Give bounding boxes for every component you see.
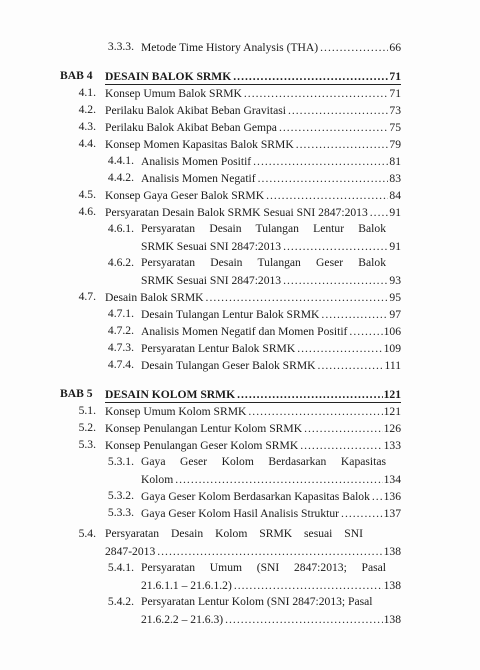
toc-entry[interactable] [141, 171, 401, 186]
toc-title: Gaya Geser Kolom Hasil Analisis Struktur [141, 507, 340, 520]
toc-page: 109 [383, 342, 401, 355]
toc-title: Konsep Umum Balok SRMK [105, 87, 242, 100]
toc-entry[interactable] [141, 154, 401, 169]
toc-entry[interactable] [141, 578, 401, 593]
dot-leader [157, 544, 382, 559]
toc-page: 136 [383, 490, 401, 503]
dot-leader [341, 506, 383, 521]
toc-title: Desain Balok SRMK [105, 291, 204, 304]
dot-leader [283, 239, 388, 254]
toc-entry[interactable] [141, 307, 401, 322]
toc-entry[interactable] [105, 137, 401, 152]
toc-title: 2847-2013 [105, 545, 156, 558]
toc-page: 91 [389, 240, 401, 253]
toc-number: 5.4.1. [107, 561, 134, 574]
dot-leader [372, 489, 383, 504]
toc-page: 138 [383, 545, 401, 558]
chapter-entry[interactable] [105, 387, 401, 403]
toc-number: 4.7.1. [107, 307, 134, 320]
toc-title: Perilaku Balok Akibat Beban Gempa [105, 121, 277, 134]
toc-title: Konsep Penulangan Geser Kolom SRMK [105, 439, 299, 452]
toc-entry[interactable] [105, 544, 401, 559]
dot-leader [349, 324, 382, 339]
toc-title: Analisis Momen Negatif dan Momen Positif [141, 325, 348, 338]
dot-leader [233, 69, 388, 84]
toc-page: 106 [383, 325, 401, 338]
toc-page: 111 [384, 359, 401, 372]
toc-title: Konsep Umum Kolom SRMK [105, 405, 247, 418]
dot-leader [296, 137, 389, 152]
chapter-title: DESAIN BALOK SRMK [105, 70, 232, 83]
dot-leader [300, 438, 382, 453]
chapter-number: BAB 5 [60, 387, 93, 400]
toc-number: 5.2. [78, 421, 96, 434]
toc-title-line1: Persyaratan Lentur Kolom (SNI 2847:2013; Pasal [141, 595, 373, 608]
toc-page: 121 [383, 405, 401, 418]
toc-number: 4.7.2. [107, 324, 134, 337]
toc-entry[interactable] [105, 438, 401, 453]
toc-title-line1: Persyaratan Desain Kolom SRMK sesuai SNI [105, 527, 363, 540]
toc-entry[interactable] [105, 290, 401, 305]
toc-page: 93 [389, 274, 401, 287]
toc-entry[interactable] [105, 205, 401, 220]
dot-leader [321, 307, 388, 322]
toc-entry[interactable] [105, 86, 401, 101]
toc-title-line1: Persyaratan Desain Tulangan Geser Balok [141, 256, 386, 269]
toc-title: SRMK Sesuai SNI 2847:2013 [141, 240, 282, 253]
dot-leader [253, 154, 388, 169]
toc-page: 134 [383, 473, 401, 486]
toc-title: 21.6.1.1 – 21.6.1.2) [141, 579, 232, 592]
toc-entry[interactable] [105, 120, 401, 135]
toc-number: 4.6. [78, 205, 96, 218]
dot-leader [258, 171, 389, 186]
toc-entry[interactable] [105, 421, 401, 436]
toc-number: 5.3.1. [107, 455, 134, 468]
toc-entry[interactable] [141, 506, 401, 521]
toc-title: Kolom [141, 473, 174, 486]
dot-leader [304, 421, 383, 436]
toc-page: 91 [389, 206, 401, 219]
toc-number: 4.7.3. [107, 341, 134, 354]
toc-page: 71 [389, 70, 401, 83]
dot-leader [248, 404, 382, 419]
toc-number: 4.6.2. [107, 256, 134, 269]
toc-title: Desain Tulangan Geser Balok SRMK [141, 359, 316, 372]
toc-number: 4.1. [78, 86, 96, 99]
toc-title-line1: Gaya Geser Kolom Berdasarkan Kapasitas [141, 455, 386, 468]
toc-number: 5.1. [78, 404, 96, 417]
toc-page: 137 [383, 507, 401, 520]
toc-entry[interactable] [141, 358, 401, 373]
toc-number: 4.4. [78, 137, 96, 150]
dot-leader [175, 472, 382, 487]
toc-title: Desain Tulangan Lentur Balok SRMK [141, 308, 320, 321]
toc-title: 21.6.2.2 – 21.6.3) [141, 613, 224, 626]
dot-leader [266, 188, 388, 203]
toc-title-line1: Persyaratan Desain Tulangan Lentur Balok [141, 222, 386, 235]
toc-number: 5.3.3. [107, 506, 134, 519]
toc-entry[interactable] [141, 40, 401, 55]
toc-page: 83 [389, 172, 401, 185]
toc-number: 5.4. [78, 527, 96, 540]
toc-page: 121 [383, 388, 401, 401]
toc-page: 73 [389, 104, 401, 117]
dot-leader [318, 358, 384, 373]
toc-entry[interactable] [141, 324, 401, 339]
toc-entry[interactable] [141, 612, 401, 627]
toc-title: Konsep Momen Kapasitas Balok SRMK [105, 138, 294, 151]
toc-title: Analisis Momen Positif [141, 155, 252, 168]
toc-page: 126 [383, 422, 401, 435]
dot-leader [234, 578, 383, 593]
dot-leader [244, 86, 389, 101]
toc-number: 5.4.2. [107, 595, 134, 608]
toc-page: 79 [389, 138, 401, 151]
toc-title: Persyaratan Lentur Balok SRMK [141, 342, 296, 355]
dot-leader [237, 387, 382, 402]
toc-page: 97 [389, 308, 401, 321]
toc-entry[interactable] [105, 103, 401, 118]
chapter-title: DESAIN KOLOM SRMK [105, 388, 236, 401]
toc-title: Analisis Momen Negatif [141, 172, 256, 185]
dot-leader [225, 612, 382, 627]
toc-title: Perilaku Balok Akibat Beban Gravitasi [105, 104, 286, 117]
toc-title: Persyaratan Desain Balok SRMK Sesuai SNI 2847:2013 [105, 206, 368, 219]
toc-number: 4.2. [78, 103, 96, 116]
toc-number: 4.7. [78, 290, 96, 303]
toc-entry[interactable] [141, 273, 401, 288]
toc-title: SRMK Sesuai SNI 2847:2013 [141, 274, 282, 287]
toc-page: 138 [383, 579, 401, 592]
toc-page: 138 [383, 613, 401, 626]
toc-number: 4.6.1. [107, 222, 134, 235]
toc-number: 4.4.2. [107, 171, 134, 184]
toc-title-line1: Persyaratan Umum (SNI 2847:2013; Pasal [141, 561, 386, 574]
toc-number: 4.5. [78, 188, 96, 201]
chapter-number: BAB 4 [60, 69, 93, 82]
toc-number: 5.3.2. [107, 489, 134, 502]
toc-entry[interactable] [141, 472, 401, 487]
toc-entry[interactable] [105, 404, 401, 419]
dot-leader [320, 40, 388, 55]
chapter-entry[interactable] [105, 69, 401, 85]
toc-entry[interactable] [141, 489, 401, 504]
dot-leader [279, 120, 388, 135]
toc-title: Gaya Geser Kolom Berdasarkan Kapasitas Balok [141, 490, 370, 503]
toc-entry[interactable] [105, 188, 401, 203]
dot-leader [288, 103, 388, 118]
dot-leader [370, 205, 389, 220]
toc-number: 5.3. [78, 438, 96, 451]
toc-entry[interactable] [141, 341, 401, 356]
toc-number: 4.4.1. [107, 154, 134, 167]
toc-number: 4.3. [78, 120, 96, 133]
toc-title: Konsep Gaya Geser Balok SRMK [105, 189, 265, 202]
dot-leader [206, 290, 389, 305]
toc-title: Metode Time History Analysis (THA) [141, 41, 319, 54]
toc-page: 95 [389, 291, 401, 304]
dot-leader [297, 341, 382, 356]
dot-leader [283, 273, 388, 288]
toc-page: 81 [389, 155, 401, 168]
toc-number: 4.7.4. [107, 358, 134, 371]
toc-page: 66 [389, 41, 401, 54]
toc-entry[interactable] [141, 239, 401, 254]
toc-page: 71 [389, 87, 401, 100]
toc-page: 133 [383, 439, 401, 452]
toc-title: Konsep Penulangan Lentur Kolom SRMK [105, 422, 303, 435]
toc-page: 75 [389, 121, 401, 134]
toc-number: 3.3.3. [107, 40, 134, 53]
toc-page: 84 [389, 189, 401, 202]
